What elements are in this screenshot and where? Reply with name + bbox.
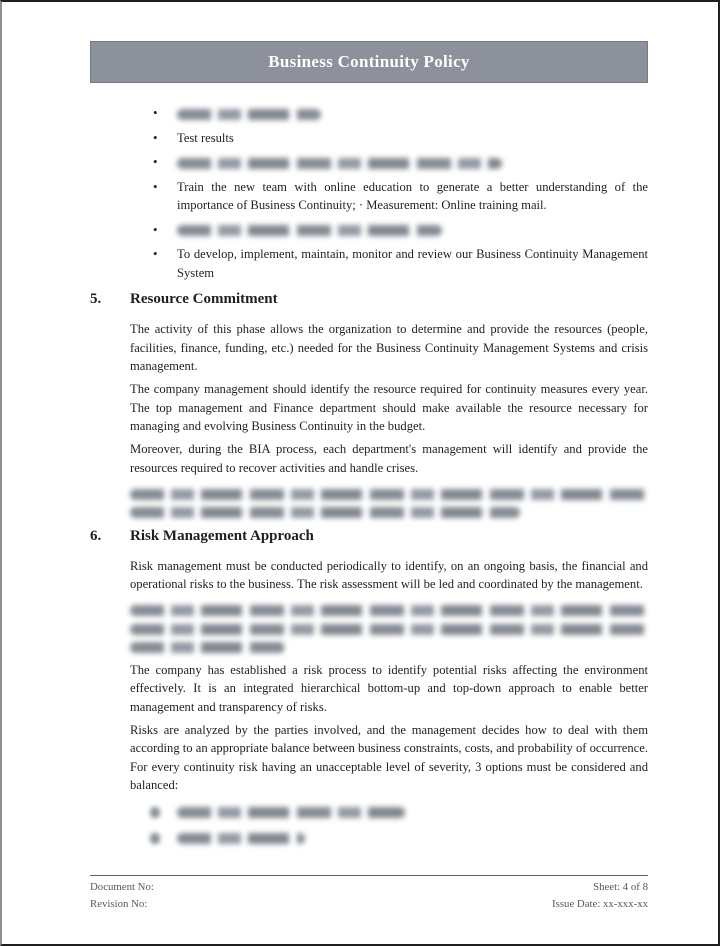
list-item bbox=[90, 129, 648, 148]
footer-document-no: Document No: bbox=[90, 881, 154, 893]
redacted-text bbox=[177, 158, 502, 169]
bullet-text: To develop, implement, maintain, monitor and review our Business Continuity Management System bbox=[177, 247, 648, 280]
paragraph: Moreover, during the BIA process, each department's management will identify and provide the resources required to recover activities and handle crises. bbox=[130, 442, 648, 475]
redacted-text bbox=[177, 225, 442, 236]
sub-list-item-redacted bbox=[130, 803, 648, 822]
redacted-text bbox=[177, 833, 305, 844]
bullet-text: Test results bbox=[177, 130, 234, 145]
list-item bbox=[90, 245, 648, 282]
paragraph: Risks are analyzed by the parties involved, and the management decides how to deal with them according to an appropriate balance between business constraints, costs, and probability of occurrence. For every continuity risk having an unacceptable level of severity, 3 options must be considered and balanced: bbox=[130, 722, 648, 792]
paragraph: Risk management must be conducted periodically to identify, on an ongoing basis, the financial and operational risks to the business. The risk assessment will be led and coordinated by the management. bbox=[130, 558, 648, 591]
bullet-icon: • bbox=[153, 178, 158, 194]
bullet-icon: • bbox=[153, 129, 158, 145]
list-item bbox=[90, 178, 648, 215]
paragraph: The company management should identify the resource required for continuity measures every year. The top management and Finance department should make available the resource necessary for managing and evolving Business Continuity in the budget. bbox=[130, 382, 648, 433]
paragraph: The activity of this phase allows the organization to determine and provide the resources (people, facilities, finance, funding, etc.) needed for the Business Continuity Management Systems and crisis management. bbox=[130, 322, 648, 373]
redacted-text bbox=[177, 109, 321, 120]
redacted-text bbox=[130, 642, 285, 653]
paragraph: The company has established a risk process to identify potential risks affecting the environment effectively. It is an integrated hierarchical bottom-up and top-down approach to enable better management and transparency of risks. bbox=[130, 662, 648, 714]
section-heading bbox=[90, 289, 648, 309]
bullet-icon: • bbox=[153, 246, 158, 261]
section-number: 6. bbox=[90, 527, 102, 544]
redacted-text bbox=[130, 489, 650, 500]
sub-bullet-icon bbox=[150, 807, 160, 818]
sub-list-item-redacted bbox=[130, 829, 648, 848]
section-title: Resource Commitment bbox=[130, 291, 278, 307]
footer-sheet: Sheet: 4 of 8 bbox=[593, 881, 648, 893]
footer-left bbox=[90, 879, 154, 912]
bullet-icon: • bbox=[153, 105, 158, 120]
section-resource-commitment bbox=[90, 289, 648, 518]
redacted-paragraph bbox=[130, 482, 648, 519]
section-title: Risk Management Approach bbox=[130, 527, 314, 544]
sub-bullet-icon bbox=[150, 833, 160, 844]
footer-right bbox=[552, 879, 648, 912]
redacted-text bbox=[130, 507, 520, 518]
document-content bbox=[90, 104, 648, 848]
redacted-text bbox=[130, 624, 650, 635]
redacted-paragraph bbox=[130, 598, 648, 653]
footer-revision-no: Revision No: bbox=[90, 897, 148, 910]
redacted-text bbox=[130, 605, 650, 616]
bullet-list bbox=[90, 104, 648, 282]
document-title: Business Continuity Policy bbox=[268, 52, 470, 71]
document-title-banner bbox=[90, 41, 648, 83]
list-item-redacted bbox=[90, 221, 648, 240]
redacted-text bbox=[177, 807, 405, 818]
section-body bbox=[130, 557, 648, 848]
footer-issue-date: Issue Date: xx-xxx-xx bbox=[552, 897, 648, 910]
section-heading bbox=[90, 526, 648, 546]
bullet-text: Train the new team with online education to generate a better understanding of the importance of Business Continuity; · Measurement: Online training mail. bbox=[177, 179, 648, 212]
list-item-redacted bbox=[90, 104, 648, 123]
section-body bbox=[130, 320, 648, 518]
page-footer bbox=[90, 875, 648, 912]
bullet-icon: • bbox=[153, 154, 158, 169]
list-item-redacted bbox=[90, 153, 648, 172]
section-risk-management-approach bbox=[90, 526, 648, 848]
bullet-icon: • bbox=[153, 221, 158, 237]
redacted-sub-list bbox=[130, 803, 648, 848]
section-number: 5. bbox=[90, 291, 102, 307]
